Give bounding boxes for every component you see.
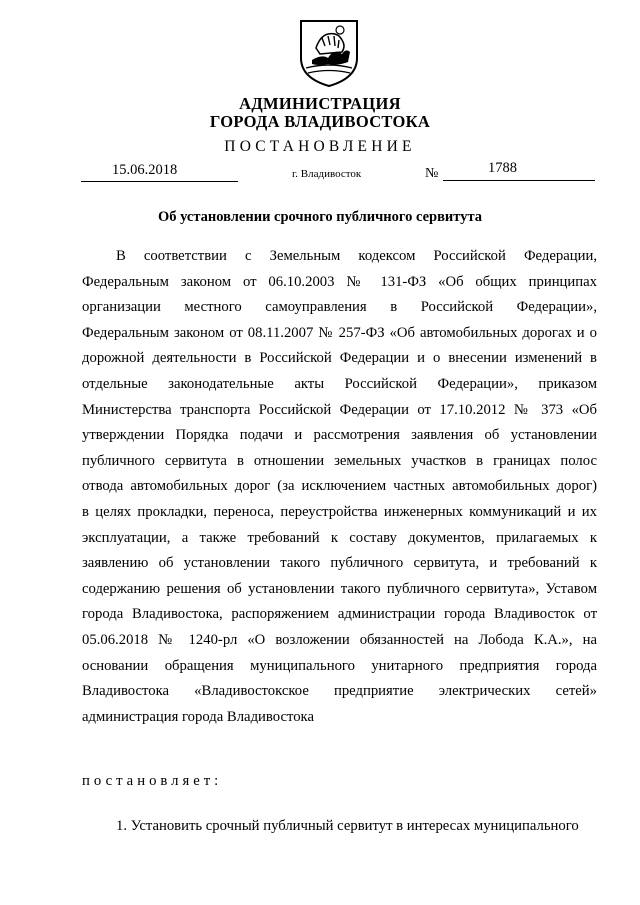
document-number: 1788 xyxy=(488,160,517,176)
body-line: заявлению об установлении такого публичного сервитута, и требований к xyxy=(82,555,597,572)
body-line: эксплуатации, а также требований к составу документов, прилагаемых к xyxy=(82,529,597,546)
body-line: основании обращения муниципального унитарного предприятия города xyxy=(82,657,597,674)
body-line: 05.06.2018 № 1240-рл «О возложении обязанностей на Лобода К.А.», на xyxy=(82,631,597,648)
date-underline xyxy=(81,181,238,182)
decree-item-1: 1. Установить срочный публичный сервитут в интересах муниципального xyxy=(116,818,579,834)
document-type: ПОСТАНОВЛЕНИЕ xyxy=(224,138,416,155)
body-line: организации местного самоуправления в Российской Федерации», xyxy=(82,299,597,316)
body-line: содержанию решения об установлении такого публичного сервитута», Уставом xyxy=(82,580,597,597)
preamble-text xyxy=(82,244,597,730)
body-line: Федеральным законом от 06.10.2003 № 131-ФЗ «Об общих принципах xyxy=(82,273,597,290)
body-line: В соответствии с Земельным кодексом Российской Федерации, xyxy=(116,248,597,264)
body-line: города Владивостока, распоряжением администрации города Владивосток от xyxy=(82,606,597,623)
body-line: публичного сервитута в отношении земельных участков в границах полос xyxy=(82,452,597,469)
body-line: дорожной деятельности в Российской Федерации и о внесении изменений в xyxy=(82,350,597,367)
body-line: утверждении Порядка подачи и рассмотрения заявления об установлении xyxy=(82,427,597,444)
org-title-line1: АДМИНИСТРАЦИЯ xyxy=(239,94,401,113)
document-subject: Об установлении срочного публичного сервитута xyxy=(157,209,483,225)
body-line: Владивостока «Владивостокское предприятие электрических сетей» xyxy=(82,683,597,700)
body-line: Федеральным законом от 08.11.2007 № 257-ФЗ «Об автомобильных дорогах и о xyxy=(82,324,597,341)
body-line: отдельные законодательные акты Российской Федерации», приказом xyxy=(82,375,597,392)
document-city: г. Владивосток xyxy=(292,168,362,180)
body-line: отвода автомобильных дорог (за исключением частных автомобильных дорог) xyxy=(82,478,597,495)
org-title-line2: ГОРОДА ВЛАДИВОСТОКА xyxy=(209,112,431,131)
document-date: 15.06.2018 xyxy=(112,162,178,178)
decree-word: постановляет: xyxy=(82,773,223,789)
body-line: в целях прокладки, переноса, переустройства инженерных коммуникаций и их xyxy=(82,503,597,520)
body-line: Министерства транспорта Российской Федерации от 17.10.2012 № 373 «Об xyxy=(82,401,597,418)
coat-of-arms-icon xyxy=(298,18,360,88)
number-underline xyxy=(443,180,595,181)
body-line: администрация города Владивостока xyxy=(82,708,314,725)
number-sign: № xyxy=(425,166,439,181)
